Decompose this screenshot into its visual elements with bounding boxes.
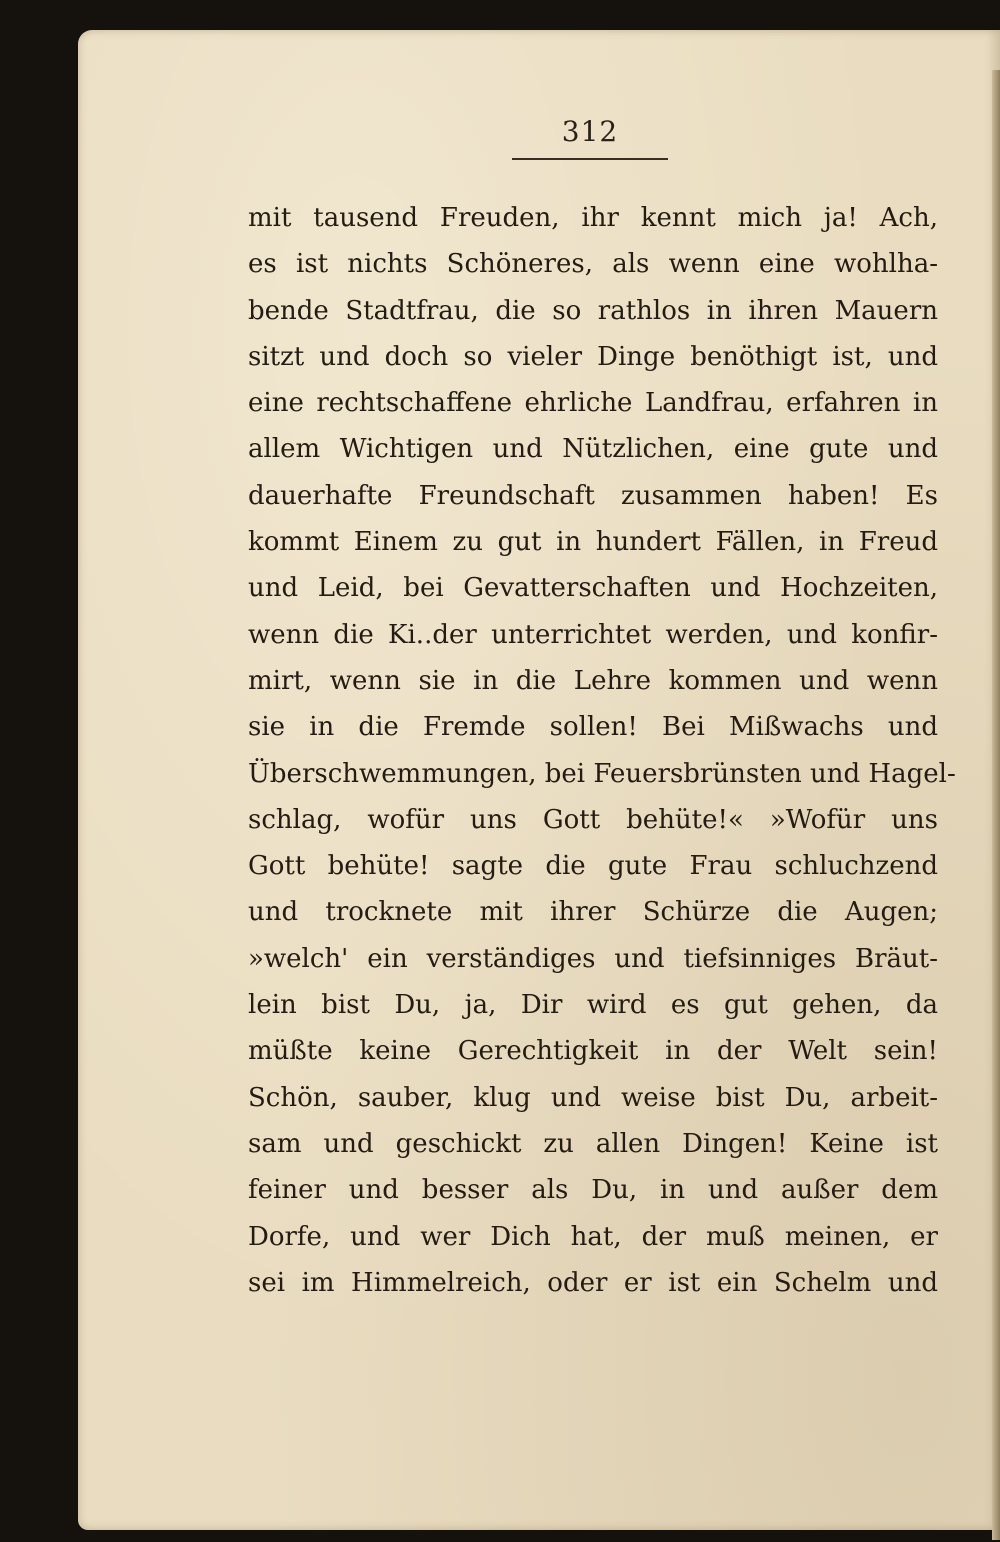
text-line: schlag, wofür uns Gott behüte!« »Wofür uns — [248, 804, 938, 835]
text-line: eine rechtschaffene ehrliche Landfrau, erfahren in — [248, 388, 938, 419]
text-line: feiner und besser als Du, in und außer dem — [248, 1175, 938, 1206]
text-line: mit tausend Freuden, ihr kennt mich ja! Ach, — [248, 203, 938, 233]
text-line: bende Stadtfrau, die so rathlos in ihren Mauern — [248, 295, 938, 326]
text-line: es ist nichts Schöneres, als wenn eine wohlha- — [248, 249, 938, 280]
text-line: lein bist Du, ja, Dir wird es gut gehen, da — [248, 990, 938, 1021]
text-line: Überschwemmungen, bei Feuersbrünsten und Hagel- — [248, 758, 956, 789]
page-edge — [992, 70, 1000, 1540]
text-line: wenn die Ki..der unterrichtet werden, und konfir- — [248, 619, 938, 650]
text-line: müßte keine Gerechtigkeit in der Welt sein! — [248, 1036, 938, 1067]
text-line: kommt Einem zu gut in hundert Fällen, in Freud — [248, 527, 938, 558]
text-line: sie in die Fremde sollen! Bei Mißwachs und — [248, 712, 938, 743]
body-text — [248, 195, 956, 1306]
text-line: sitzt und doch so vieler Dinge benöthigt ist, und — [248, 341, 938, 372]
text-line: und Leid, bei Gevatterschaften und Hochzeiten, — [248, 573, 938, 604]
text-line: »welch' ein verständiges und tiefsinniges Bräut- — [248, 943, 938, 974]
text-line: Gott behüte! sagte die gute Frau schluchzend — [248, 851, 938, 882]
text-line: sam und geschickt zu allen Dingen! Keine ist — [248, 1128, 938, 1159]
page-number: 312 — [561, 115, 619, 148]
text-line: Dorfe, und wer Dich hat, der muß meinen, er — [248, 1221, 938, 1252]
text-line: mirt, wenn sie in die Lehre kommen und wenn — [248, 665, 938, 696]
text-line: Schön, sauber, klug und weise bist Du, arbeit- — [248, 1082, 938, 1113]
text-line: dauerhafte Freundschaft zusammen haben! Es — [248, 480, 938, 511]
header-rule — [512, 158, 668, 160]
text-line: sei im Himmelreich, oder er ist ein Schelm und — [248, 1267, 938, 1298]
text-line: allem Wichtigen und Nützlichen, eine gute und — [248, 434, 938, 465]
text-line: und trocknete mit ihrer Schürze die Augen; — [248, 897, 938, 928]
